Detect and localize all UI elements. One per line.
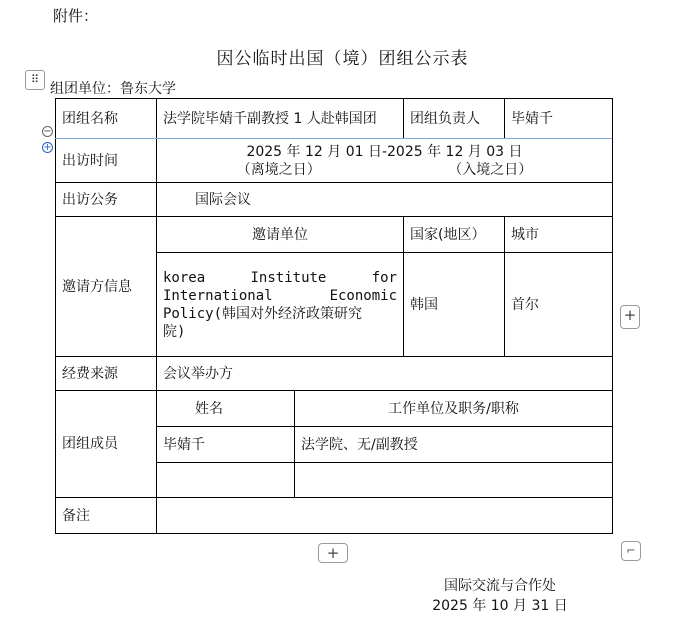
city-header: 城市 (505, 217, 613, 253)
remarks-value[interactable] (157, 498, 613, 534)
members-label: 团组成员 (56, 391, 157, 498)
publicity-table (55, 98, 613, 534)
date-notes (163, 161, 606, 179)
inviter-unit-line (163, 287, 397, 305)
document-title: 因公临时出国（境）团组公示表 (216, 49, 469, 69)
inviter-unit-value[interactable] (157, 253, 404, 357)
visit-task-label: 出访公务 (56, 183, 157, 217)
funding-value[interactable]: 会议举办方 (157, 357, 613, 391)
table-move-handle-icon[interactable]: ⠿ (25, 70, 45, 90)
inviter-word: Institute (250, 269, 327, 286)
city-value[interactable]: 首尔 (505, 253, 613, 357)
inviter-unit-line (163, 269, 397, 287)
insert-row-icon[interactable]: + (43, 142, 52, 153)
visit-time-label: 出访时间 (56, 139, 157, 183)
footer-date: 2025 年 10 月 31 日 (432, 598, 568, 614)
attachment-label: 附件： (53, 7, 99, 25)
member-position-header: 工作单位及职务/职称 (295, 391, 613, 427)
visit-task-value[interactable]: 国际会议 (157, 183, 613, 217)
visit-time-value[interactable] (157, 139, 613, 183)
leader-value[interactable]: 毕婧千 (505, 99, 613, 139)
visit-date-range: 2025 年 12 月 01 日-2025 年 12 月 03 日 (246, 143, 523, 160)
inviter-unit-header: 邀请单位 (157, 217, 404, 253)
country-header: 国家(地区） (404, 217, 505, 253)
leader-label: 团组负责人 (404, 99, 505, 139)
enter-note: （入境之日） (448, 161, 533, 178)
group-name-value[interactable]: 法学院毕婧千副教授 1 人赴韩国团 (157, 99, 404, 139)
remarks-label: 备注 (56, 498, 157, 534)
inviter-unit-line: 院) (163, 323, 186, 340)
group-name-label: 团组名称 (56, 99, 157, 139)
member-position[interactable]: 法学院、无/副教授 (295, 427, 613, 463)
organizer-line: 组团单位：鲁东大学 (50, 81, 176, 97)
add-row-icon[interactable]: + (318, 543, 348, 563)
footer-department: 国际交流与合作处 (444, 578, 556, 594)
country-value[interactable]: 韩国 (404, 253, 505, 357)
funding-label: 经费来源 (56, 357, 157, 391)
member-position[interactable] (295, 463, 613, 498)
inviter-word: International (163, 287, 273, 304)
member-name-header: 姓名 (157, 391, 295, 427)
inviter-word: for (371, 269, 397, 286)
footer-block (405, 576, 595, 616)
delete-row-icon[interactable]: − (43, 126, 52, 137)
member-name[interactable] (157, 463, 295, 498)
depart-note: （离境之日） (236, 161, 321, 178)
row-insert-indicator (55, 138, 612, 139)
inviter-word: korea (163, 269, 206, 286)
inviter-info-label: 邀请方信息 (56, 217, 157, 357)
add-column-icon[interactable]: + (620, 305, 640, 329)
inviter-unit-line: Policy(韩国对外经济政策研究 (163, 305, 363, 322)
table-resize-icon[interactable]: ⌐ (621, 541, 641, 561)
inviter-word: Economic (329, 287, 397, 304)
member-name[interactable]: 毕婧千 (157, 427, 295, 463)
